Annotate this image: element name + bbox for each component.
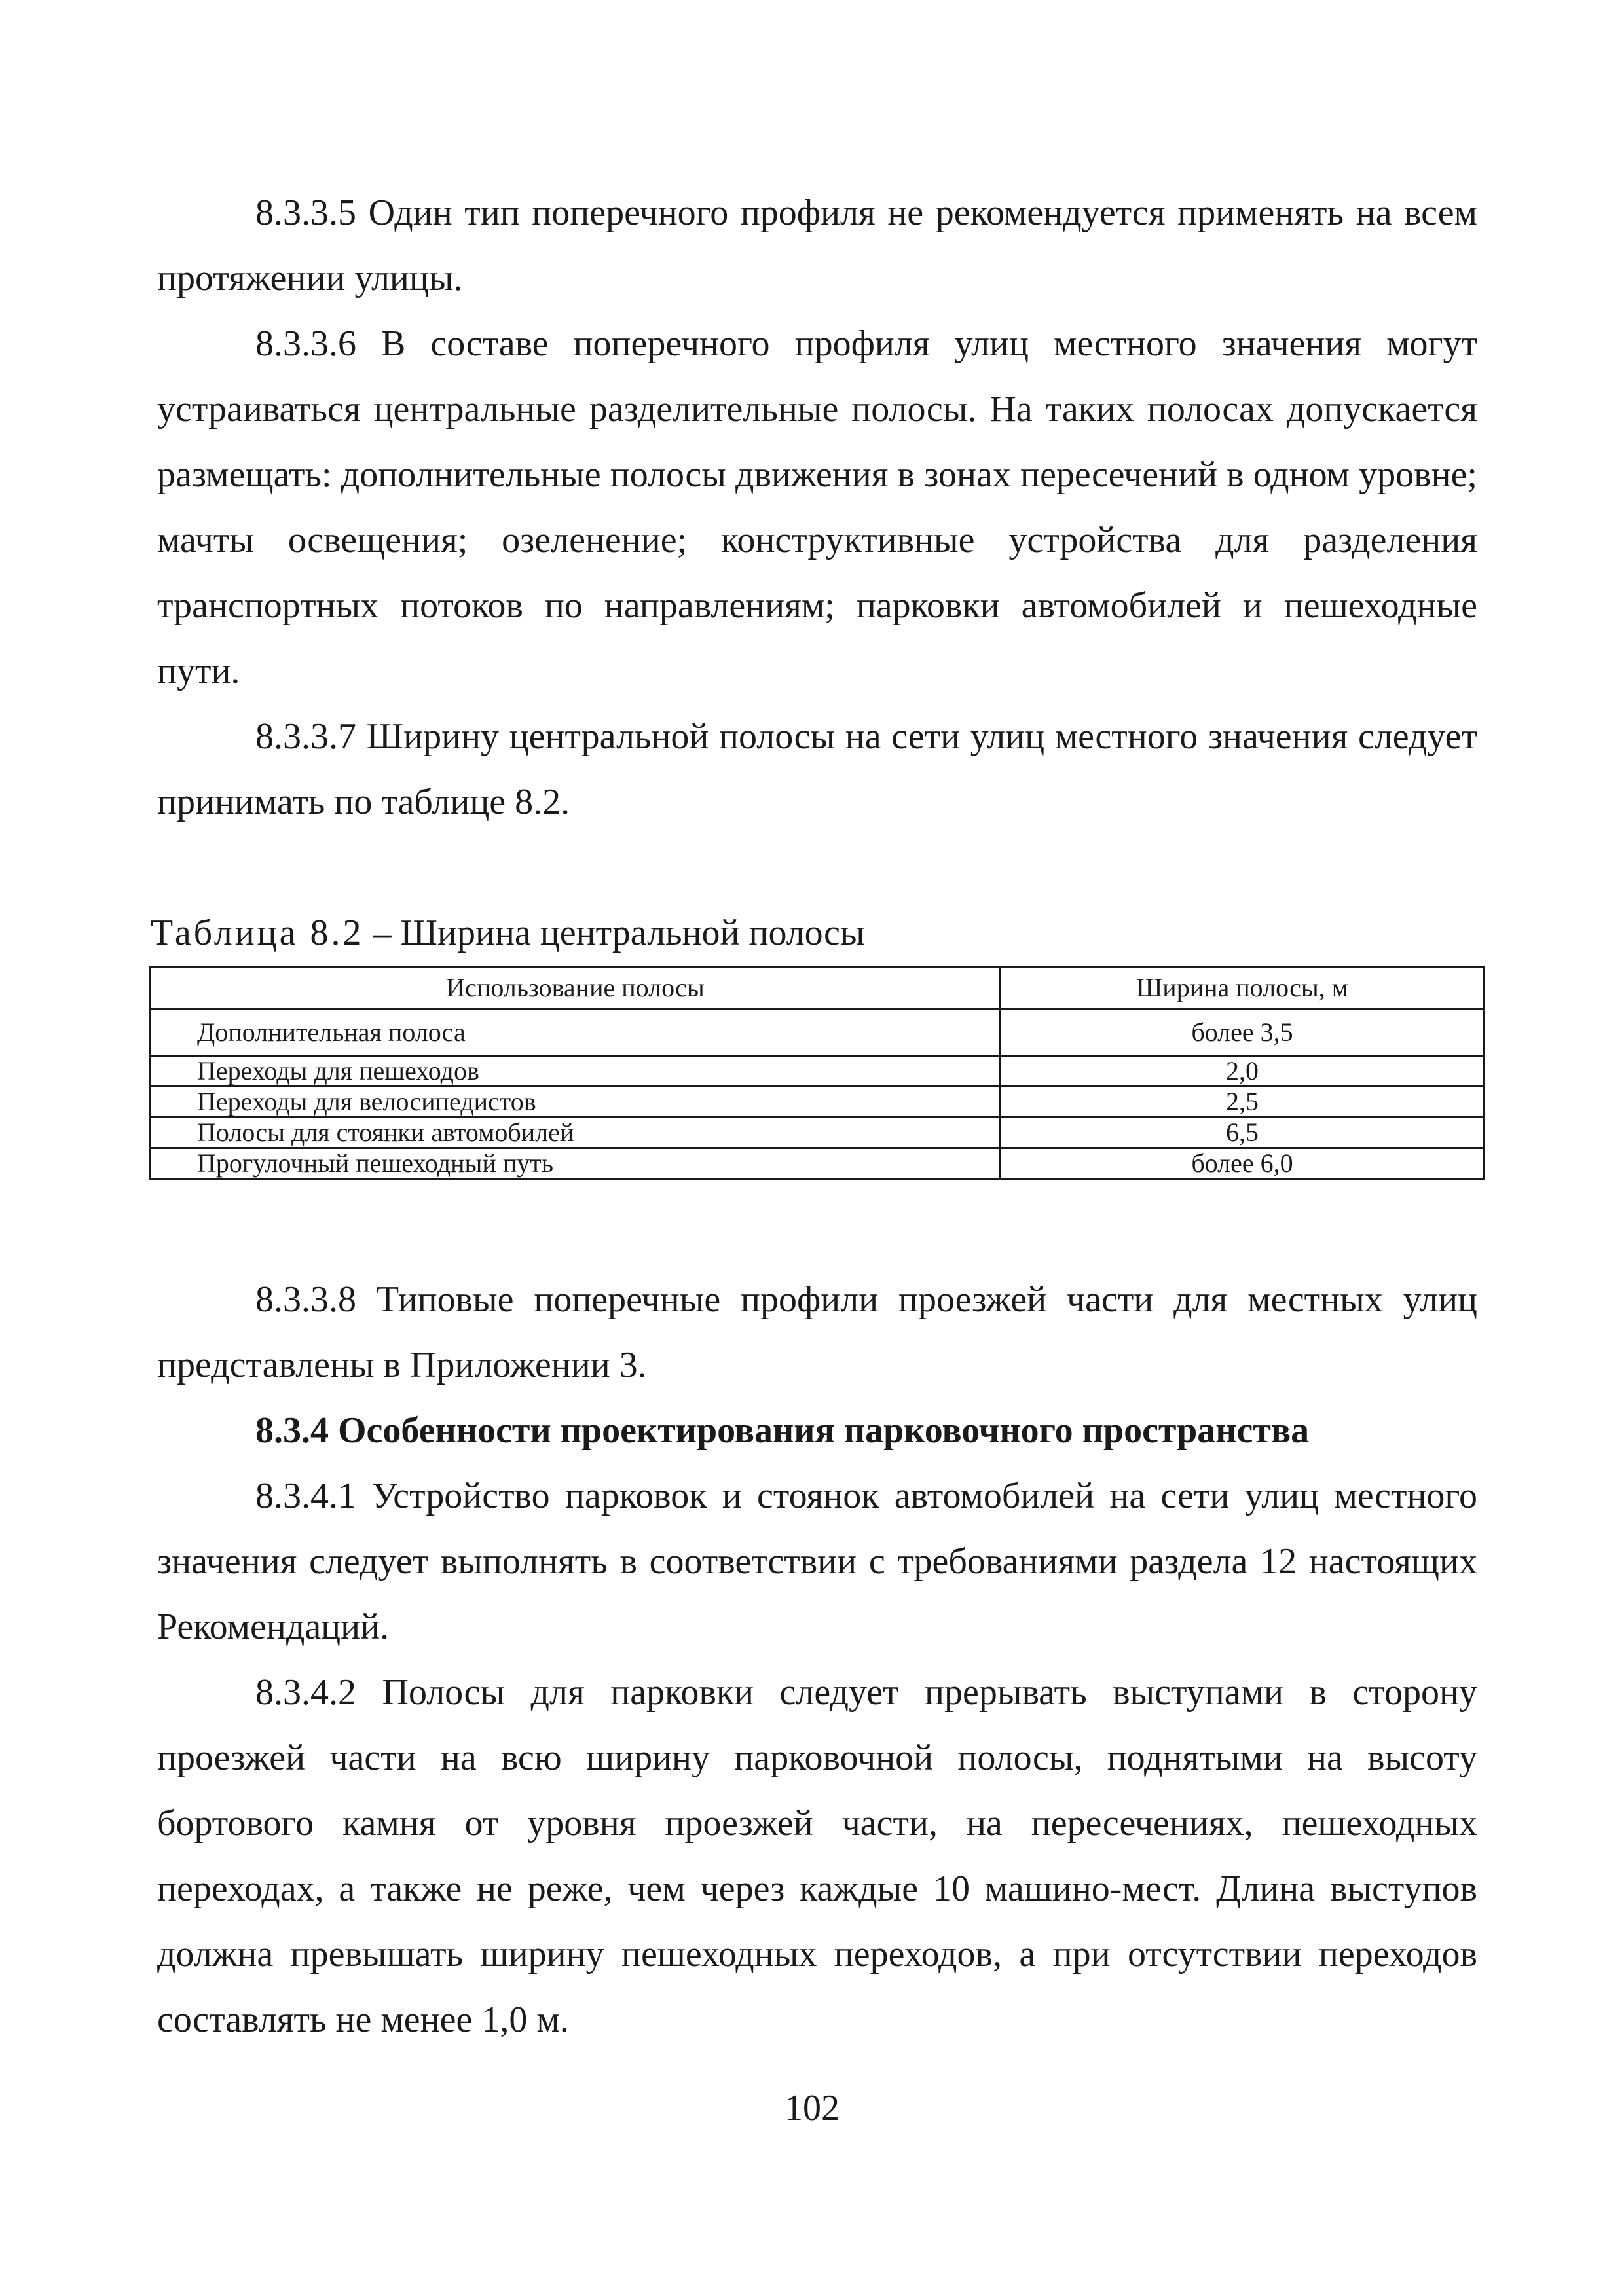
page-number: 102 <box>784 2088 840 2128</box>
table-caption-title: – Ширина центральной полосы <box>363 913 865 953</box>
table-cell-width: более 3,5 <box>1001 1010 1485 1056</box>
paragraph-8-3-3-7: 8.3.3.7 Ширину центральной полосы на сети улиц местного значения следует принимать по таблице 8.2. <box>157 716 1477 822</box>
paragraph-8-3-3-6: 8.3.3.6 В составе поперечного профиля улиц местного значения могут устраиваться центральные разделительные полосы. На таких полосах допускается размещать: дополнительные полосы движения в зонах пересечений в одном уровне; мачты освещения; озеленение; конструктивные устройства для разделения транспортных потоков по направлениям; парковки автомобилей и пешеходные пути. <box>157 323 1477 691</box>
width-table <box>149 966 1485 1180</box>
table-header-width: Ширина полосы, м <box>1001 967 1485 1010</box>
paragraph-8-3-3-8: 8.3.3.8 Типовые поперечные профили проезжей части для местных улиц представлены в Приложении 3. <box>157 1279 1477 1385</box>
table-cell-width: 2,5 <box>1001 1087 1485 1118</box>
paragraph-8-3-3-5: 8.3.3.5 Один тип поперечного профиля не рекомендуется применять на всем протяжении улицы. <box>157 192 1477 299</box>
table-row <box>151 1010 1485 1056</box>
paragraph-8-3-4-2: 8.3.4.2 Полосы для парковки следует прерывать выступами в сторону проезжей части на всю ширину парковочной полосы, поднятыми на высоту бортового камня от уровня проезжей части, на пересечениях, пешеходных переходах, а также не реже, чем через каждые 10 машино-мест. Длина выступов должна превышать ширину пешеходных переходов, а при отсутствии переходов составлять не менее 1,0 м. <box>157 1672 1477 2040</box>
table-cell-usage: Дополнительная полоса <box>151 1010 1001 1056</box>
table-cell-width: более 6,0 <box>1001 1148 1485 1179</box>
paragraph-8-3-4-1: 8.3.4.1 Устройство парковок и стоянок автомобилей на сети улиц местного значения следует выполнять в соответствии с требованиями раздела 12 настоящих Рекомендаций. <box>157 1476 1477 1647</box>
table-cell-usage: Переходы для пешеходов <box>151 1056 1001 1087</box>
table-cell-usage: Полосы для стоянки автомобилей <box>151 1118 1001 1148</box>
table-row <box>151 1118 1485 1148</box>
table-caption-label: Таблица 8.2 <box>151 913 364 953</box>
table-row <box>151 1087 1485 1118</box>
section-heading-8-3-4: 8.3.4 Особенности проектирования парковочного пространства <box>255 1410 1310 1451</box>
table-cell-width: 6,5 <box>1001 1118 1485 1148</box>
table-header-row <box>151 967 1485 1010</box>
table-cell-usage: Прогулочный пешеходный путь <box>151 1148 1001 1179</box>
table-row <box>151 1148 1485 1179</box>
table-caption <box>151 910 865 956</box>
table-row <box>151 1056 1485 1087</box>
table-cell-width: 2,0 <box>1001 1056 1485 1087</box>
table-cell-usage: Переходы для велосипедистов <box>151 1087 1001 1118</box>
table-header-usage: Использование полосы <box>151 967 1001 1010</box>
